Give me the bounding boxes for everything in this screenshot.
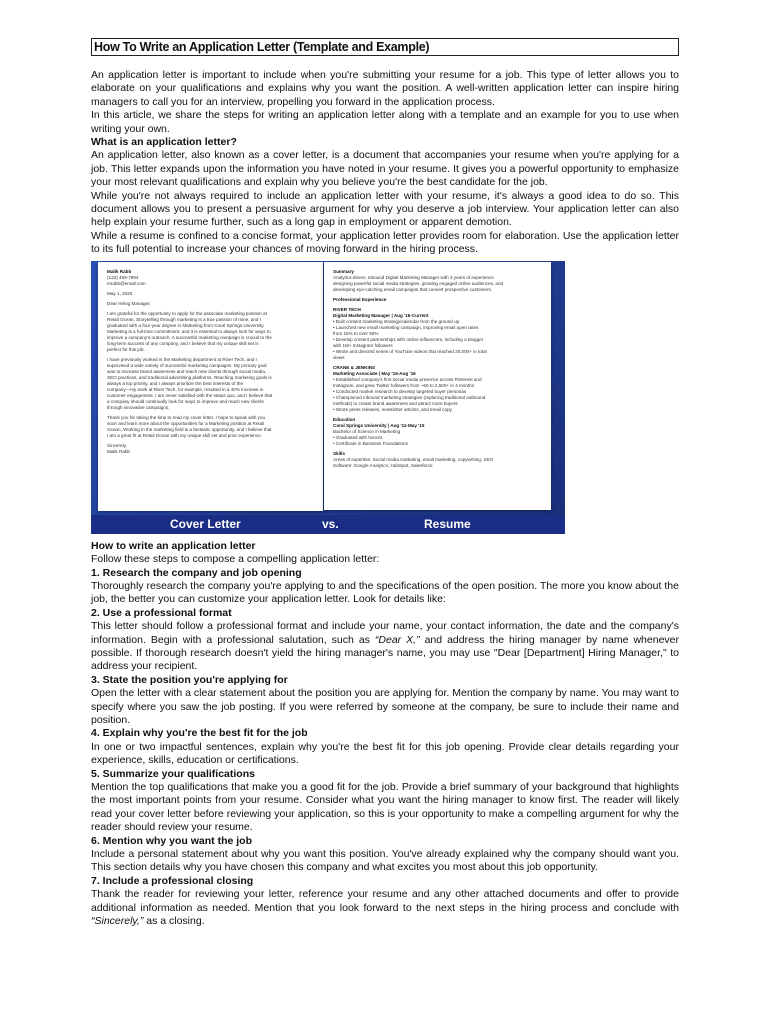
sample-text-line: Thank you for taking the time to read my cover letter. I hope to speak with you — [107, 414, 266, 420]
sample-text-line: • Develop content partnerships with online influencers, including a blogger — [333, 336, 484, 342]
step-body: Include a personal statement about why you want this position. You've already explained why the company should want you. This section details why you have chosen this company and what excites you most about this job opportunity. — [91, 848, 679, 874]
step-body: Thank the reader for reviewing your letter, reference your resume and any other attached documents and offer to provide additional information as needed. Mention that you look forward to the next steps in the hiring process and conclude with “Sincerely,” as a closing. — [91, 888, 679, 928]
how-to-section — [91, 540, 679, 929]
resume-label: Resume — [424, 516, 471, 531]
sample-text-line: methods) to create brand awareness and attract more buyers — [333, 400, 458, 406]
sample-text-line: Summary — [333, 268, 354, 274]
document-page — [91, 38, 679, 928]
step-heading: 2. Use a professional format — [91, 606, 232, 619]
sample-text-line: • Established company's first social media presence across Pinterest and — [333, 376, 482, 382]
sample-text-line: • Wrote and directed series of YouTube videos that reached 20,000+ in total — [333, 348, 487, 354]
step-body: Mention the top qualifications that make you a good fit for the job. Provide a brief summary of your background that highlights the most important points from your resume. Consider what you want the hiring manager to know first. The reader will likely read your cover letter before reviewing your application, so this is your opportunity to make a compelling argument for why the reader should review your resume. — [91, 781, 679, 834]
sample-text-line: from 15% to over 50% — [333, 330, 379, 336]
sample-text-line: Digital Marketing Manager | Aug '16-Current — [333, 312, 429, 318]
sample-text-line: RIVER TECH — [333, 306, 361, 312]
sample-text-line: always a top priority, and I always prioritize the best interests of the — [107, 380, 244, 386]
sample-text-line: a company should continually look for ways to improve and reach new clients — [107, 398, 264, 404]
step-heading: 6. Mention why you want the job — [91, 834, 253, 847]
sample-text-line: Marketing Associate | May '15-Aug '16 — [333, 370, 416, 376]
sample-text-line: with 1M+ Instagram followers — [333, 342, 393, 348]
sample-text-line: I am grateful for the opportunity to apply for the associate marketing position at — [107, 310, 267, 316]
cover-letter-vs-resume-image — [91, 261, 565, 534]
sample-text-line: I am a great fit at Retail Ocean with my unique skill set and prior experience. — [107, 432, 262, 438]
sample-text-line: through innovative campaigns. — [107, 404, 170, 410]
step-heading: 5. Summarize your qualifications — [91, 767, 255, 780]
sample-text-line: graduated with a four-year degree in Marketing from Coral Springs University. — [107, 322, 265, 328]
sample-text-line: • Conducted market research to develop targeted buyer personas — [333, 388, 467, 394]
sample-text-line: Education — [333, 416, 356, 422]
sample-text-line: • Championed inbound marketing strategies (replacing traditional outbound — [333, 394, 486, 400]
sample-text-line: Malik Rabb — [107, 448, 130, 454]
sample-text-line: CRANE & JENKINS — [333, 364, 376, 370]
sample-text-line: Bachelor of Science in Marketing — [333, 428, 401, 434]
sample-text-line: • Graduated with honors — [333, 434, 383, 440]
sample-text-line: Ocean. Working in the marketing field is a fantastic opportunity, and I believe that — [107, 426, 272, 432]
sample-text-line: Sincerely, — [107, 442, 127, 448]
step-body: Thoroughly research the company you're applying to and the specifications of the open position. The more you know about the job, the better you can customize your application letter. Look for details like: — [91, 579, 679, 606]
step-heading: 3. State the position you're applying for — [91, 673, 288, 686]
sample-text-line: soon and learn more about the opportunities for a Marketing position at Retail — [107, 420, 265, 426]
document-title: How To Write an Application Letter (Template and Example) — [91, 38, 679, 56]
intro-paragraph: An application letter is important to include when you're submitting your resume for a job. This type of letter allows you to elaborate on your qualifications and explains why you want the position. A well-written application letter can inspire hiring managers to call you for an interview, propelling you forward in the application process. — [91, 69, 679, 108]
sample-text-line: customer engagement. I am never satisfied with the status quo, and I believe that — [107, 392, 273, 398]
intro-section — [91, 69, 679, 257]
sample-text-line: long-term success of any company, and I believe that my unique skill set is — [107, 340, 259, 346]
sample-text-line: • Built content marketing strategy/calendar from the ground up — [333, 318, 460, 324]
sample-text-line: SEO practices, and traditional advertising platforms. Reaching marketing goals is — [107, 374, 272, 380]
quoted-phrase: “Dear X,” — [374, 633, 420, 646]
sample-text-line: company—my work at River Tech, for example, resulted in a 40% increase in — [107, 386, 264, 392]
figure-caption-bar — [91, 515, 565, 534]
sample-text-line: (123) 456-7894 — [107, 274, 139, 280]
sample-text-line: improve a company's outreach. A successful marketing campaign is crucial to the — [107, 334, 272, 340]
sample-text-line: Instagram, and grew Twitter followers from ~50 to 2,500+ in 4 months — [333, 382, 475, 388]
sample-text-line: Coral Springs University | Aug '11-May '15 — [333, 422, 425, 428]
sample-text-line: mrabb@email.com — [107, 280, 146, 286]
sample-text-line: May 1, 2020 — [107, 290, 133, 296]
step-body: This letter should follow a professional format and include your name, your contact information, the date and the company's information. Begin with a professional salutation, such as “Dear X,” and address the hiring manager by name whenever possible. If thorough research doesn't yield the hiring manager's name, you may use "Dear [Department] Hiring Manager," to address your recipient. — [91, 620, 680, 673]
step-body: In one or two impactful sentences, explain why you're the best fit for this job opening. Provide clear details regarding your experience, skills, education or certifications. — [91, 740, 679, 767]
sample-text-line: was to increase brand awareness and reach new clients through social media, — [107, 368, 267, 374]
step-heading: 1. Research the company and job opening — [91, 566, 302, 579]
cover-letter-label: Cover Letter — [170, 516, 241, 531]
vs-label: vs. — [322, 516, 339, 531]
body-paragraph: While a resume is confined to a concise format, your application letter provides room for elaboration. Use the application letter to its full potential to increase your chances of moving forward in the hiring process. — [91, 229, 679, 256]
sample-text-line: Marketing is a full-time commitment, and it is essential to always look for ways to — [107, 328, 271, 334]
step-heading: 4. Explain why you're the best fit for the job — [91, 727, 308, 740]
sample-text-line: Malik Rabb — [107, 268, 132, 274]
quoted-phrase: “Sincerely,” — [91, 915, 144, 928]
intro-paragraph: In this article, we share the steps for writing an application letter along with a template and an example for you to use when writing your own. — [91, 109, 679, 135]
sample-text-line: supervised a wide variety of successful marketing campaigns. My primary goal — [107, 362, 267, 368]
sample-text-line: Dear Hiring Manager, — [107, 300, 151, 306]
sample-text-line: designing powerful social media strategies, growing engaged online audiences, and — [333, 280, 504, 286]
sample-text-line: Areas of expertise: Social media marketing, email marketing, copywriting, SEO — [333, 456, 494, 462]
step-heading: 7. Include a professional closing — [91, 874, 254, 887]
sample-text-line: • Wrote press releases, newsletter articles, and email copy — [333, 406, 452, 412]
sample-text-line: developing eye-catching email campaigns that convert prospective customers. — [333, 286, 493, 292]
section-heading: What is an application letter? — [91, 136, 237, 149]
sample-text-line: • Certificate in Business Foundations — [333, 440, 408, 446]
sample-text-line: Software: Google Analytics, HubSpot, Salesforce — [333, 462, 433, 468]
sample-text-line: perfect for this job. — [107, 346, 145, 352]
section-heading: How to write an application letter — [91, 539, 256, 552]
body-paragraph: An application letter, also known as a cover letter, is a document that accompanies your resume when you're applying for a job. This letter expands upon the information you have noted in your resume. It gives you a powerful opportunity to emphasize your most relevant qualifications and explain why you believe you're the best candidate for the job. — [91, 149, 679, 189]
step-body: Open the letter with a clear statement about the position you are applying for. Mention the company by name. You may want to specify where you saw the job posting. If you were referred by someone at the company, be sure to include their name and position. — [91, 687, 679, 726]
body-paragraph: Follow these steps to compose a compelling application letter: — [91, 553, 380, 566]
sample-text-line: • Launched new email marketing campaign, improving email open rates — [333, 324, 479, 330]
sample-text-line: views — [333, 354, 345, 360]
sample-text-line: I have previously worked in the Marketing department at River Tech, and I — [107, 356, 257, 362]
sample-text-line: Analytics-driven, inbound Digital Marketing Manager with 3 years of experience — [333, 274, 494, 280]
sample-text-line: Professional Experience — [333, 296, 387, 302]
sample-text-line: Skills — [333, 450, 346, 456]
body-paragraph: While you're not always required to include an application letter with your resume, it's always a good idea to do so. This document allows you to present a persuasive argument for why you deserve a job interview. Your application letter can also help explain your resume further, such as a long gap in employment or apparent demotion. — [91, 189, 679, 229]
sample-text-line: Retail Ocean. Storytelling through marketing is a true passion of mine, and I — [107, 316, 261, 322]
resume-sample — [324, 262, 551, 510]
cover-letter-sample — [98, 262, 323, 511]
